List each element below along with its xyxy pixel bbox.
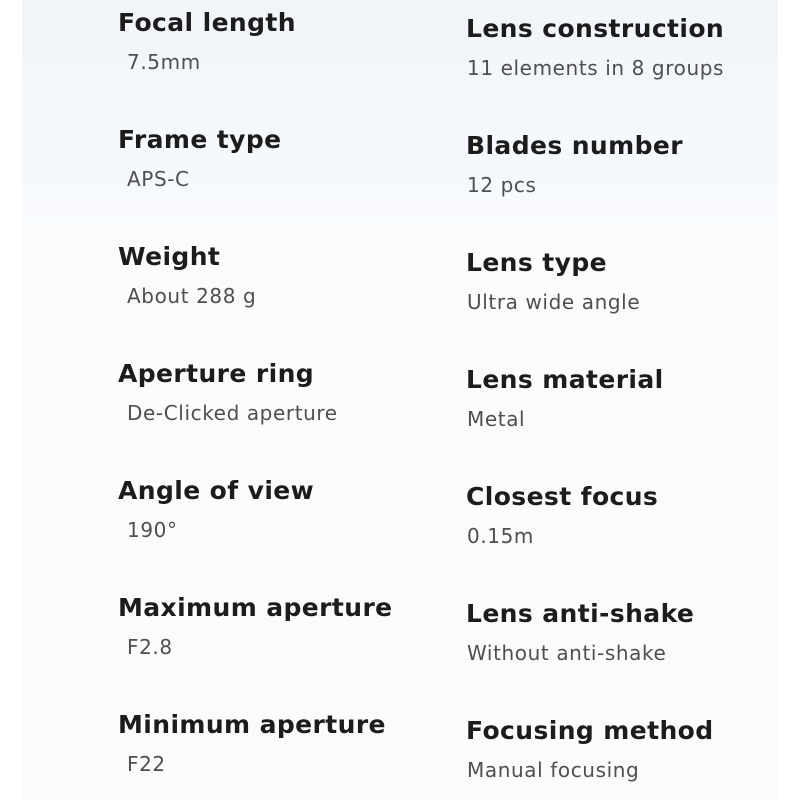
spec-label: Lens anti-shake: [466, 599, 695, 628]
spec-value: 11 elements in 8 groups: [467, 56, 725, 80]
spec-label: Lens type: [466, 248, 607, 277]
spec-lens-construction: [466, 14, 724, 80]
spec-label: Angle of view: [118, 476, 315, 505]
spec-label: Minimum aperture: [118, 710, 386, 739]
spec-value: 0.15m: [467, 524, 535, 548]
spec-value: 190°: [127, 518, 178, 542]
spec-value: Without anti-shake: [467, 641, 667, 665]
spec-value: De-Clicked aperture: [127, 401, 338, 425]
spec-label: Maximum aperture: [118, 593, 393, 622]
spec-value: 12 pcs: [467, 173, 537, 197]
spec-value: F2.8: [127, 635, 173, 659]
spec-closest-focus: [466, 482, 658, 548]
spec-value: Manual focusing: [467, 758, 640, 782]
spec-value: F22: [127, 752, 166, 776]
spec-lens-material: [466, 365, 664, 431]
spec-label: Focal length: [118, 8, 296, 37]
spec-value: Ultra wide angle: [467, 290, 641, 314]
spec-label: Closest focus: [466, 482, 659, 511]
spec-label: Lens construction: [466, 14, 725, 43]
spec-weight: [118, 242, 256, 308]
spec-lens-anti-shake: [466, 599, 694, 665]
spec-value: About 288 g: [127, 284, 257, 308]
spec-frame-type: [118, 125, 282, 191]
spec-value: 7.5mm: [127, 50, 201, 74]
spec-blades-number: [466, 131, 683, 197]
spec-angle-of-view: [118, 476, 314, 542]
spec-label: Focusing method: [466, 716, 714, 745]
spec-value: APS-C: [127, 167, 190, 191]
spec-lens-type: [466, 248, 640, 314]
spec-label: Aperture ring: [118, 359, 315, 388]
spec-focal-length: [118, 8, 296, 74]
spec-minimum-aperture: [118, 710, 386, 776]
spec-label: Frame type: [118, 125, 282, 154]
spec-label: Blades number: [466, 131, 683, 160]
spec-label: Lens material: [466, 365, 664, 394]
spec-aperture-ring: [118, 359, 338, 425]
spec-value: Metal: [467, 407, 526, 431]
spec-label: Weight: [118, 242, 221, 271]
spec-maximum-aperture: [118, 593, 393, 659]
spec-focusing-method: [466, 716, 714, 782]
